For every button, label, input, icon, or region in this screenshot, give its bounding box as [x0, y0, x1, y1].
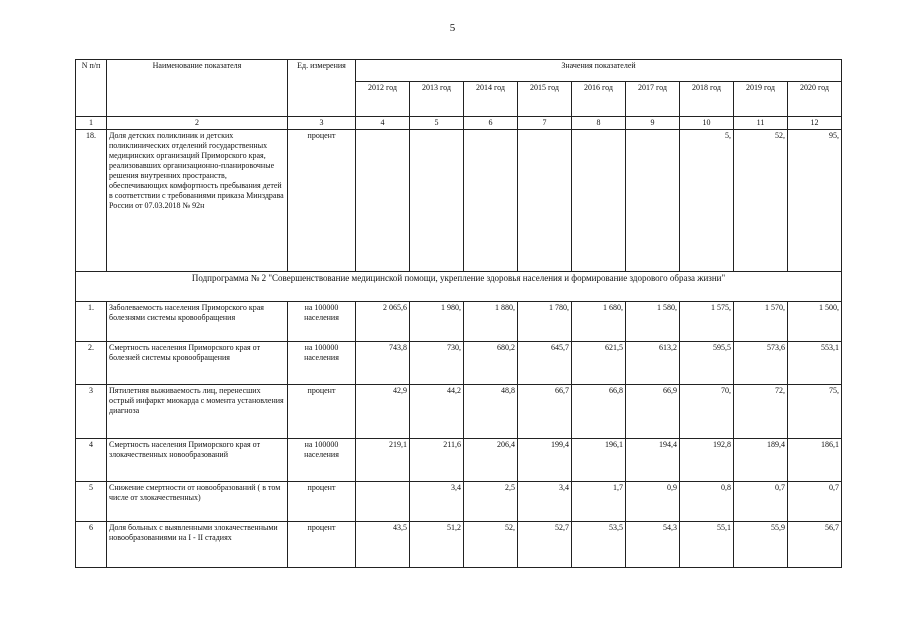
unit-cell: на 100000 населения [288, 439, 356, 482]
subprogram-row [76, 272, 842, 302]
column-number: 9 [626, 117, 680, 130]
value-cell: 52, [734, 130, 788, 272]
value-cell: 51,2 [410, 522, 464, 568]
column-number: 8 [572, 117, 626, 130]
value-cell: 3,4 [518, 482, 572, 522]
table-row [76, 342, 842, 385]
indicator-name: Доля больных с выявленными злокачественными новообразованиями на I - II стадиях [107, 522, 288, 568]
indicator-name: Пятилетняя выживаемость лиц, перенесших острый инфаркт миокарда с момента установления диагноза [107, 385, 288, 439]
value-cell: 48,8 [464, 385, 518, 439]
unit-cell: процент [288, 130, 356, 272]
unit-cell: процент [288, 522, 356, 568]
value-cell: 189,4 [734, 439, 788, 482]
table-row [76, 439, 842, 482]
header-year: 2013 год [410, 82, 464, 117]
value-cell: 645,7 [518, 342, 572, 385]
value-cell: 206,4 [464, 439, 518, 482]
value-cell: 70, [680, 385, 734, 439]
indicator-name: Смертность населения Приморского края от болезней системы кровообращения [107, 342, 288, 385]
value-cell: 42,9 [356, 385, 410, 439]
value-cell: 52,7 [518, 522, 572, 568]
value-cell: 1 680, [572, 302, 626, 342]
value-cell [464, 130, 518, 272]
row-number: 6 [76, 522, 107, 568]
header-row [76, 60, 842, 82]
value-cell: 219,1 [356, 439, 410, 482]
row-number: 4 [76, 439, 107, 482]
column-number: 5 [410, 117, 464, 130]
value-cell: 72, [734, 385, 788, 439]
value-cell: 743,8 [356, 342, 410, 385]
value-cell: 0,7 [734, 482, 788, 522]
value-cell: 199,4 [518, 439, 572, 482]
value-cell: 595,5 [680, 342, 734, 385]
header-num: N п/п [76, 60, 107, 117]
value-cell: 52, [464, 522, 518, 568]
table-row [76, 385, 842, 439]
row-number: 2. [76, 342, 107, 385]
value-cell: 43,5 [356, 522, 410, 568]
value-cell: 553,1 [788, 342, 842, 385]
table-row [76, 482, 842, 522]
row-number: 3 [76, 385, 107, 439]
indicator-name: Доля детских поликлиник и детских поликлинических отделений государственных медицинских организаций Приморского края, реализовавших организационно-планировочные решения внутренних пространств, обеспечивающих комфортность пребывания детей в соответствии с требованиями приказа Минздрава России от 07.03.2018 № 92н [107, 130, 288, 272]
unit-cell: процент [288, 385, 356, 439]
value-cell: 3,4 [410, 482, 464, 522]
column-numbers-row [76, 117, 842, 130]
value-cell: 55,1 [680, 522, 734, 568]
value-cell [410, 130, 464, 272]
value-cell [518, 130, 572, 272]
value-cell: 621,5 [572, 342, 626, 385]
value-cell: 680,2 [464, 342, 518, 385]
header-values-group: Значения показателей [356, 60, 842, 82]
header-year: 2016 год [572, 82, 626, 117]
header-year: 2020 год [788, 82, 842, 117]
column-number: 7 [518, 117, 572, 130]
table-row [76, 302, 842, 342]
header-unit: Ед. измерения [288, 60, 356, 117]
row-number: 18. [76, 130, 107, 272]
header-year: 2014 год [464, 82, 518, 117]
indicator-name: Снижение смертности от новообразований ( в том числе от злокачественных) [107, 482, 288, 522]
table-row [76, 130, 842, 272]
value-cell: 2,5 [464, 482, 518, 522]
value-cell [356, 130, 410, 272]
value-cell: 95, [788, 130, 842, 272]
unit-cell: на 100000 населения [288, 342, 356, 385]
value-cell: 0,9 [626, 482, 680, 522]
header-year: 2012 год [356, 82, 410, 117]
column-number: 10 [680, 117, 734, 130]
value-cell: 1 575, [680, 302, 734, 342]
value-cell: 573,6 [734, 342, 788, 385]
indicator-name: Смертность населения Приморского края от злокачественных новообразований [107, 439, 288, 482]
indicator-name: Заболеваемость населения Приморского края болезнями системы кровообращения [107, 302, 288, 342]
value-cell: 55,9 [734, 522, 788, 568]
value-cell: 0,7 [788, 482, 842, 522]
value-cell: 730, [410, 342, 464, 385]
value-cell: 1,7 [572, 482, 626, 522]
value-cell: 75, [788, 385, 842, 439]
value-cell: 66,8 [572, 385, 626, 439]
value-cell: 1 500, [788, 302, 842, 342]
column-number: 3 [288, 117, 356, 130]
value-cell: 44,2 [410, 385, 464, 439]
value-cell [572, 130, 626, 272]
value-cell: 186,1 [788, 439, 842, 482]
header-year: 2017 год [626, 82, 680, 117]
value-cell: 66,9 [626, 385, 680, 439]
column-number: 6 [464, 117, 518, 130]
value-cell: 5, [680, 130, 734, 272]
value-cell: 192,8 [680, 439, 734, 482]
value-cell: 211,6 [410, 439, 464, 482]
column-number: 12 [788, 117, 842, 130]
unit-cell: на 100000 населения [288, 302, 356, 342]
value-cell: 196,1 [572, 439, 626, 482]
table-row [76, 522, 842, 568]
value-cell: 66,7 [518, 385, 572, 439]
value-cell: 1 570, [734, 302, 788, 342]
value-cell: 56,7 [788, 522, 842, 568]
value-cell: 0,8 [680, 482, 734, 522]
indicators-table [75, 59, 842, 568]
value-cell: 53,5 [572, 522, 626, 568]
column-number: 1 [76, 117, 107, 130]
row-number: 5 [76, 482, 107, 522]
subprogram-title: Подпрограмма № 2 "Совершенствование медицинской помощи, укрепление здоровья населения и формирование здорового образа жизни" [76, 272, 842, 302]
header-year: 2018 год [680, 82, 734, 117]
header-year: 2015 год [518, 82, 572, 117]
column-number: 4 [356, 117, 410, 130]
value-cell: 1 880, [464, 302, 518, 342]
page-number: 5 [449, 22, 456, 34]
value-cell: 613,2 [626, 342, 680, 385]
header-year: 2019 год [734, 82, 788, 117]
row-number: 1. [76, 302, 107, 342]
value-cell: 1 780, [518, 302, 572, 342]
value-cell [356, 482, 410, 522]
value-cell: 1 980, [410, 302, 464, 342]
column-number: 2 [107, 117, 288, 130]
value-cell: 2 065,6 [356, 302, 410, 342]
value-cell: 54,3 [626, 522, 680, 568]
value-cell: 194,4 [626, 439, 680, 482]
header-name: Наименование показателя [107, 60, 288, 117]
table-body [76, 60, 842, 568]
value-cell: 1 580, [626, 302, 680, 342]
unit-cell: процент [288, 482, 356, 522]
value-cell [626, 130, 680, 272]
column-number: 11 [734, 117, 788, 130]
